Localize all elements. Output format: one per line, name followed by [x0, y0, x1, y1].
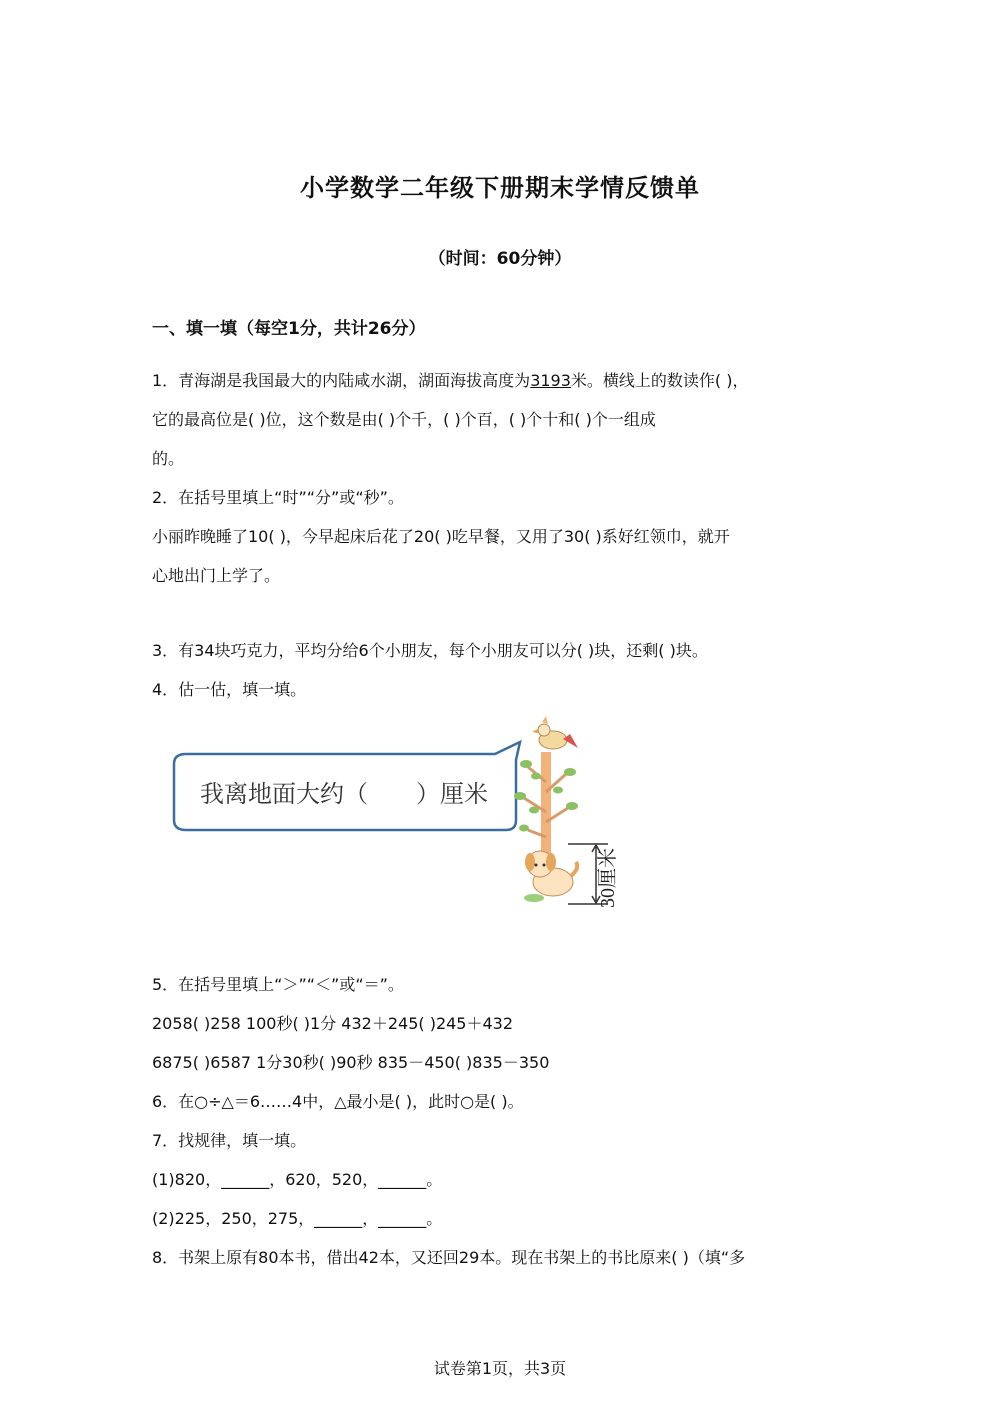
question-4-figure: [168, 712, 648, 918]
section-heading: 一、填一填（每空1分，共计26分）: [152, 319, 426, 339]
page-footer: 试卷第1页，共3页: [433, 1359, 567, 1378]
question-5-line-2: 2058( )258 100秒( )1分 432＋245( )245＋432: [152, 1014, 514, 1033]
question-7-line-2: (1)820，______，620，520，______。: [152, 1170, 443, 1189]
question-1-text-b: 米。横线上的数读作( )，: [570, 371, 749, 390]
bird: [532, 716, 578, 749]
tree-trunk: [541, 752, 551, 862]
question-5-line-3: 6875( )6587 1分30秒( )90秒 835－450( )835－350: [152, 1053, 550, 1072]
page-title: 小学数学二年级下册期末学情反馈单: [300, 174, 700, 202]
question-1-text-a: 1．青海湖是我国最大的内陆咸水湖，湖面海拔高度为: [152, 371, 531, 390]
dog: [524, 851, 577, 902]
question-1-line-2: 它的最高位是( )位，这个数是由( )个千，( )个百，( )个十和( )个一组成: [152, 410, 656, 429]
question-8: 8．书架上原有80本书，借出42本，又还回29本。现在书架上的书比原来( )（填“多: [152, 1248, 746, 1267]
question-7-line-3: (2)225，250，275，______，______。: [152, 1209, 443, 1228]
speech-bubble-text: 我离地面大约（ ）厘米: [200, 780, 488, 808]
question-6: 6．在○÷△＝6……4中，△最小是( )，此时○是( )。: [152, 1092, 524, 1111]
question-3: 3．有34块巧克力，平均分给6个小朋友，每个小朋友可以分( )块，还剩( )块。: [152, 641, 708, 660]
question-2-line-1: 2．在括号里填上“时”“分”或“秒”。: [152, 488, 404, 507]
height-label: 30厘米: [597, 848, 619, 908]
time-limit: （时间：60分钟）: [428, 249, 572, 269]
question-2-line-2: 小丽昨晚睡了10( )，今早起床后花了20( )吃早餐，又用了30( )系好红领巾，就开: [152, 527, 730, 546]
question-1-line-3: 的。: [152, 449, 185, 468]
question-1-line-1: [152, 368, 748, 391]
question-5-line-1: 5．在括号里填上“＞”“＜”或“＝”。: [152, 975, 404, 994]
underlined-number: 3193: [530, 371, 571, 390]
question-7-line-1: 7．找规律，填一填。: [152, 1131, 307, 1150]
bird-tree-dog-illustration: [168, 712, 648, 918]
question-2-line-3: 心地出门上学了。: [152, 566, 281, 585]
question-4-line-1: 4．估一估，填一填。: [152, 680, 307, 699]
